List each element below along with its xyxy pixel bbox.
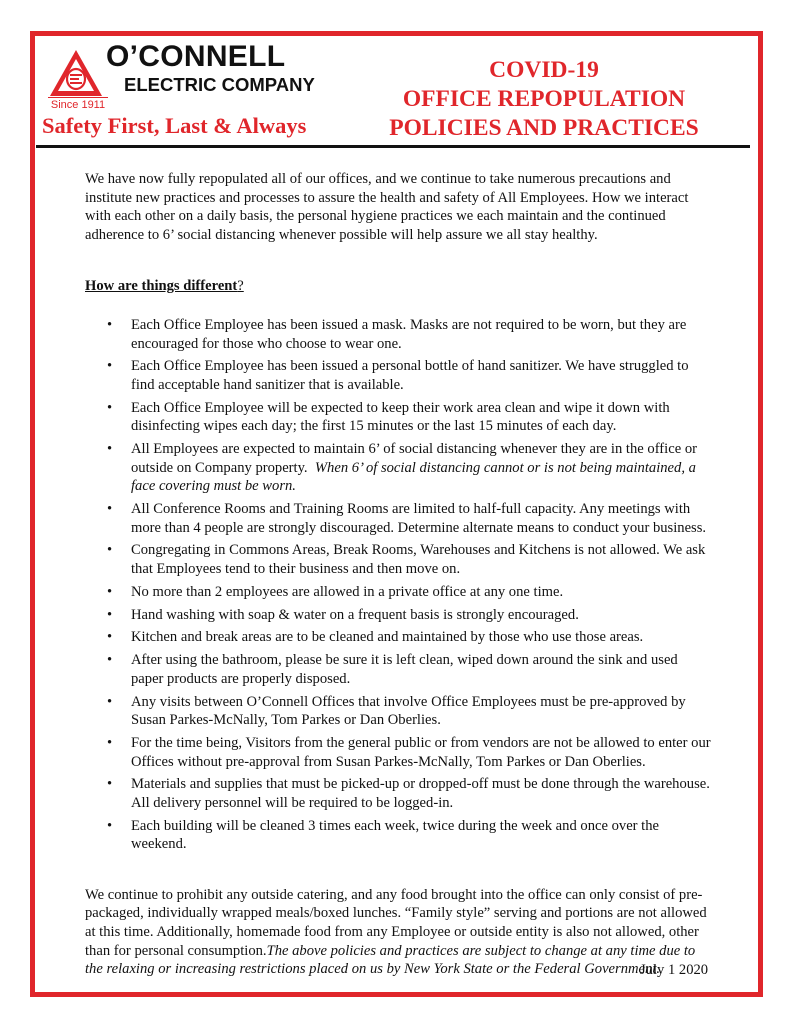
bullet-icon: •	[107, 652, 113, 669]
since-year: Since 1911	[48, 97, 108, 111]
policy-text: Kitchen and break areas are to be cleaned and maintained by those who use those areas.	[131, 629, 644, 646]
title-line-2: OFFICE REPOPULATION	[402, 86, 686, 112]
policy-item	[85, 775, 713, 812]
header-divider	[36, 145, 750, 148]
company-tagline: Safety First, Last & Always	[42, 113, 307, 138]
policy-item	[85, 399, 713, 436]
policy-item	[85, 440, 713, 496]
policy-text: No more than 2 employees are allowed in a private office at any one time.	[131, 583, 564, 600]
intro-paragraph: We have now fully repopulated all of our offices, and we continue to take numerous precautions and institute new practices and processes to assure the health and safety of All Employees. How we interact with each other on a daily basis, the personal hygiene practices we each maintain and the continued adherence to 6’ social distancing whenever possible will help assure we all stay healthy.	[85, 171, 689, 243]
company-subtitle: ELECTRIC COMPANY	[124, 74, 315, 95]
bullet-icon: •	[107, 441, 113, 458]
bullet-icon: •	[107, 501, 113, 518]
section-heading-text: How are things different	[85, 278, 238, 295]
document-body	[85, 170, 713, 979]
document-date: July 1 2020	[640, 962, 709, 978]
policy-text-italic: When 6’ of social distancing cannot or is not being maintained, a face covering must be worn.	[131, 459, 696, 495]
bullet-icon: •	[107, 693, 113, 710]
company-name: O’CONNELL	[106, 40, 286, 73]
policy-item	[85, 541, 713, 578]
closing-paragraph	[85, 886, 713, 979]
policy-item	[85, 583, 713, 602]
bullet-icon: •	[107, 316, 113, 333]
policy-item	[85, 500, 713, 537]
bullet-icon: •	[107, 583, 113, 600]
policy-text: Congregating in Commons Areas, Break Rooms, Warehouses and Kitchens is not allowed. We ask that Employees tend to their business and then move on.	[131, 542, 706, 578]
policy-text: For the time being, Visitors from the general public or from vendors are not be allowed to enter our Offices without pre-approval from Susan Parkes-McNally, Tom Parkes or Dan Oberlies.	[131, 734, 711, 770]
bullet-icon: •	[107, 776, 113, 793]
section-heading	[85, 277, 713, 296]
policy-text: All Conference Rooms and Training Rooms are limited to half-full capacity. Any meetings with more than 4 people are strongly discouraged. Determine alternate means to conduct your business.	[131, 501, 707, 536]
policy-text: Each Office Employee has been issued a mask. Masks are not required to be worn, but they are encouraged for those who choose to wear one.	[131, 316, 687, 352]
policy-text: Hand washing with soap & water on a frequent basis is strongly encouraged.	[131, 606, 579, 623]
bullet-icon: •	[107, 629, 113, 646]
policy-text: After using the bathroom, please be sure it is left clean, wiped down around the sink and used paper products are properly disposed.	[131, 652, 678, 687]
policy-item	[85, 693, 713, 730]
policy-text: Each building will be cleaned 3 times each week, twice during the week and once over the weekend.	[131, 817, 660, 853]
closing-italic-text: The above policies and practices are subject to change at any time due to the relaxing or increasing restrictions placed on us by New York State or the Federal Government.	[85, 942, 696, 978]
section-heading-mark: ?	[237, 278, 244, 295]
bullet-icon: •	[107, 817, 113, 834]
policy-text: Each Office Employee has been issued a personal bottle of hand sanitizer. We have struggled to find acceptable hand sanitizer that is available.	[131, 358, 689, 393]
bullet-icon: •	[107, 542, 113, 559]
policy-item	[85, 628, 713, 647]
document-title	[366, 56, 722, 143]
policy-item	[85, 357, 713, 394]
policy-item	[85, 817, 713, 854]
policy-text: Any visits between O’Connell Offices that involve Office Employees must be pre-approved by Susan Parkes-McNally, Tom Parkes or Dan Oberlies.	[131, 693, 686, 729]
policy-list	[85, 316, 713, 854]
title-line-1: COVID-19	[489, 57, 599, 83]
bullet-icon: •	[107, 734, 113, 751]
policy-text: Materials and supplies that must be picked-up or dropped-off must be done through the warehouse. All delivery personnel will be required to be logged-in.	[131, 776, 710, 811]
policy-item	[85, 606, 713, 625]
bullet-icon: •	[107, 358, 113, 375]
policy-text: Each Office Employee will be expected to keep their work area clean and wipe it down with disinfecting wipes each day; the first 15 minutes or the last 15 minutes of each day.	[131, 399, 670, 435]
policy-item	[85, 651, 713, 688]
bullet-icon: •	[107, 606, 113, 623]
policy-item	[85, 734, 713, 771]
oe-monogram-logo-icon	[48, 48, 104, 104]
bullet-icon: •	[107, 399, 113, 416]
closing-text: We continue to prohibit any outside catering, and any food brought into the office can only consist of pre-packaged, individually wrapped meals/boxed lunches. “Family style” serving and portions are not allowed at this time. Additionally, homemade food from any Employee or outside entity is also not allowed, other than for personal consumption.	[85, 886, 707, 959]
title-line-3: POLICIES AND PRACTICES	[389, 115, 699, 141]
policy-item	[85, 316, 713, 353]
policy-text: All Employees are expected to maintain 6’ of social distancing whenever they are in the office or outside on Company property.	[131, 441, 697, 476]
